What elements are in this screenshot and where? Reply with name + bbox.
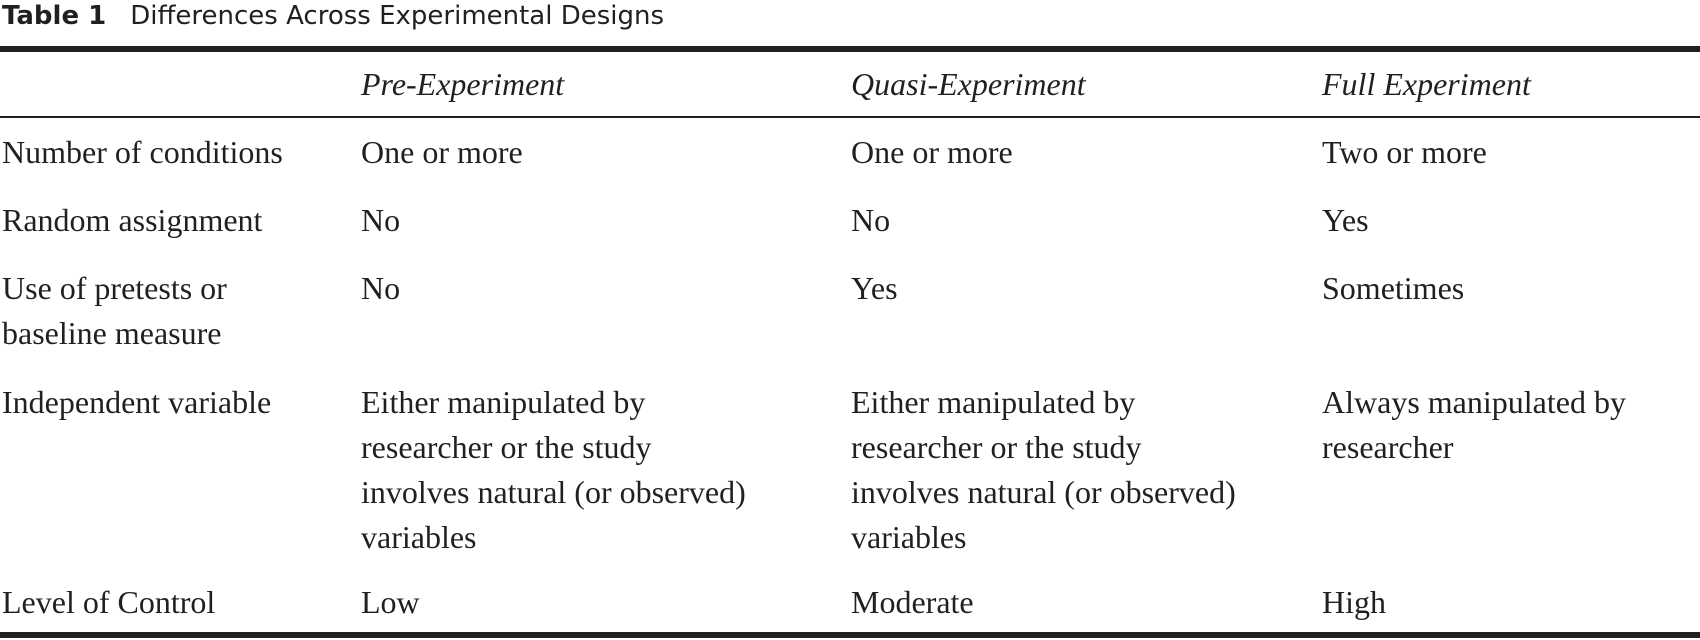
cell-line: No	[361, 270, 401, 306]
table-bottom-rule	[0, 632, 1700, 638]
cell-line: Level of Control	[2, 584, 216, 620]
cell-line: Two or more	[1322, 134, 1487, 170]
row-label-level-of-control	[2, 580, 215, 625]
cell-line: Either manipulated by	[851, 384, 1136, 420]
cell-line: involves natural (or observed)	[851, 474, 1236, 510]
cell-full-pretests	[1322, 266, 1464, 311]
cell-quasi-level-of-control	[851, 580, 974, 625]
column-header-quasi-experiment: Quasi-Experiment	[851, 66, 1086, 102]
cell-quasi-pretests	[851, 266, 898, 311]
cell-line: No	[361, 202, 401, 238]
cell-full-number-of-conditions	[1322, 130, 1487, 175]
cell-line: researcher or the study	[851, 429, 1142, 465]
cell-pre-level-of-control	[361, 580, 420, 625]
cell-line: Sometimes	[1322, 270, 1465, 306]
cell-line: Either manipulated by	[361, 384, 646, 420]
cell-line: researcher	[1322, 429, 1454, 465]
cell-line: baseline measure	[2, 315, 222, 351]
row-label-number-of-conditions	[2, 130, 283, 175]
cell-line: Yes	[1322, 202, 1369, 238]
cell-line: involves natural (or observed)	[361, 474, 746, 510]
cell-pre-number-of-conditions	[361, 130, 523, 175]
table-header-rule	[0, 116, 1700, 118]
cell-quasi-number-of-conditions	[851, 130, 1013, 175]
cell-quasi-random-assignment	[851, 198, 890, 243]
cell-line: Random assignment	[2, 202, 263, 238]
column-header-full-experiment: Full Experiment	[1322, 66, 1531, 102]
cell-line: No	[851, 202, 891, 238]
cell-line: Independent variable	[2, 384, 272, 420]
cell-line: Use of pretests or	[2, 270, 227, 306]
table-caption-label: Table 1	[2, 1, 107, 31]
cell-pre-pretests	[361, 266, 400, 311]
cell-line: One or more	[851, 134, 1013, 170]
row-label-random-assignment	[2, 198, 262, 243]
cell-full-level-of-control	[1322, 580, 1386, 625]
table-top-rule	[0, 46, 1700, 52]
table-caption-title: Differences Across Experimental Designs	[130, 1, 665, 31]
cell-pre-independent-variable	[361, 380, 746, 560]
cell-pre-random-assignment	[361, 198, 400, 243]
cell-line: Moderate	[851, 584, 974, 620]
cell-line: Number of conditions	[2, 134, 283, 170]
cell-line: variables	[361, 519, 477, 555]
cell-line: Always manipulated by	[1322, 384, 1626, 420]
cell-line: Yes	[851, 270, 898, 306]
row-label-pretests	[2, 266, 227, 356]
cell-full-random-assignment	[1322, 198, 1369, 243]
cell-line: High	[1322, 584, 1386, 620]
cell-quasi-independent-variable	[851, 380, 1236, 560]
cell-line: Low	[361, 584, 420, 620]
row-label-independent-variable	[2, 380, 271, 425]
column-header-pre-experiment: Pre-Experiment	[361, 66, 565, 102]
cell-line: One or more	[361, 134, 523, 170]
cell-full-independent-variable	[1322, 380, 1626, 470]
cell-line: variables	[851, 519, 967, 555]
cell-line: researcher or the study	[361, 429, 652, 465]
table-caption	[2, 0, 664, 32]
